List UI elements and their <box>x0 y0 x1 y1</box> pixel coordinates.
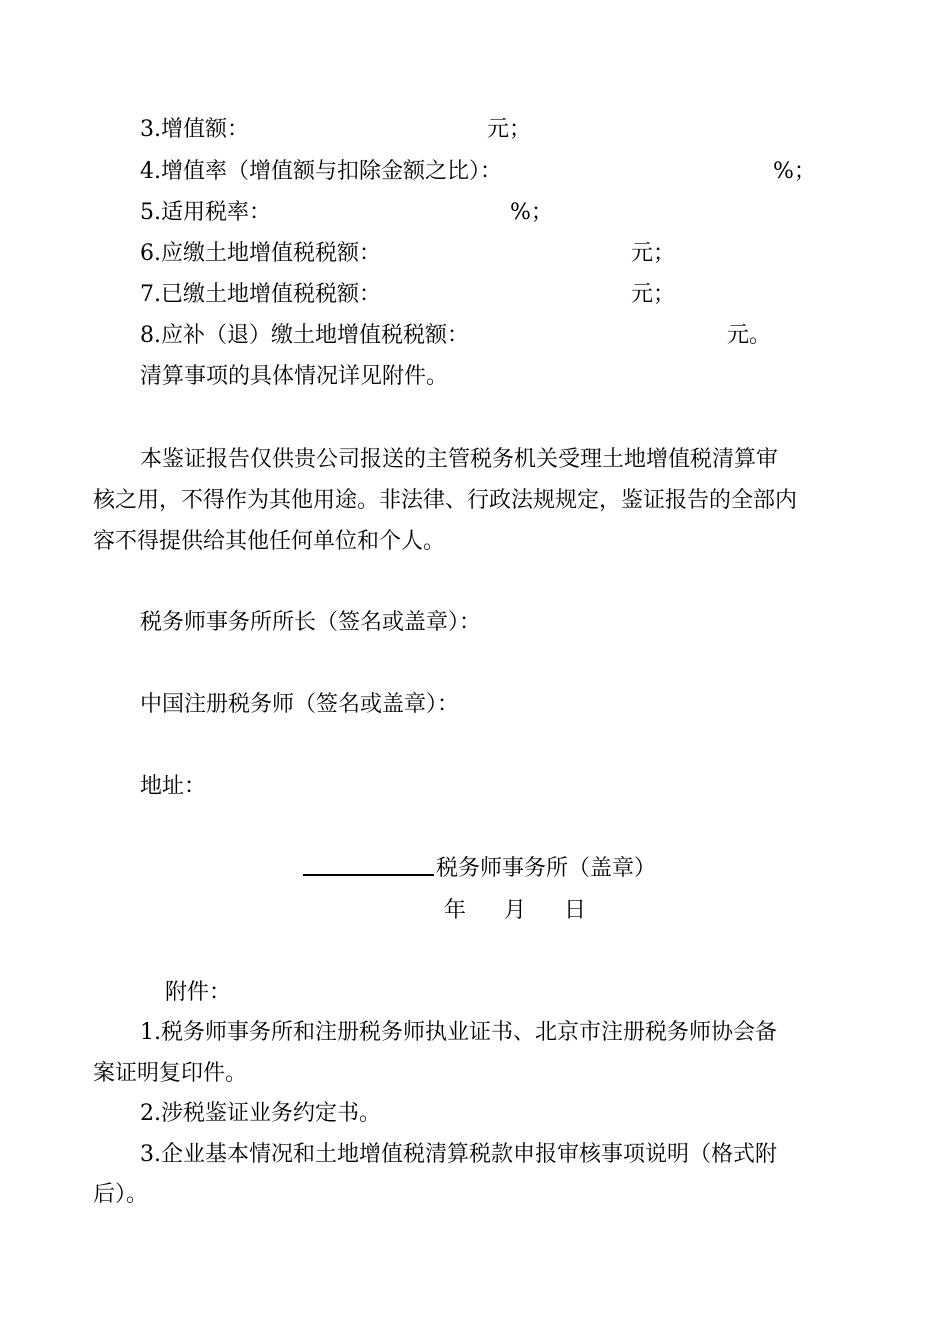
firm-name-blank <box>303 855 434 883</box>
firm-head-signature: 税务师事务所所长（签名或盖章）： <box>140 610 482 635</box>
attachment-item: 后）。 <box>93 1182 149 1207</box>
attachment-item: 3.企业基本情况和土地增值税清算税款申报审核事项说明（格式附 <box>140 1142 777 1167</box>
attachments-heading: 附件： <box>165 980 232 1005</box>
calc-item-label: 3.增值额： <box>140 117 249 142</box>
calc-item-label: 8.应补（退）缴土地增值税税额： <box>140 323 469 348</box>
firm-stamp-text: 税务师事务所（盖章） <box>436 856 657 881</box>
attachment-item: 1.税务师事务所和注册税务师执业证书、北京市注册税务师协会备 <box>140 1020 777 1045</box>
attachment-item: 2.涉税鉴证业务约定书。 <box>140 1101 381 1126</box>
usage-paragraph-line: 容不得提供给其他任何单位和个人。 <box>93 529 446 554</box>
calc-item-unit: 元； <box>631 241 676 266</box>
calc-item-label: 5.适用税率： <box>140 200 271 225</box>
usage-paragraph-line: 本鉴证报告仅供贵公司报送的主管税务机关受理土地增值税清算审 <box>140 447 779 472</box>
address-label: 地址： <box>140 774 207 799</box>
calc-item-unit: %； <box>510 200 553 225</box>
cta-signature: 中国注册税务师（签名或盖章）： <box>140 692 460 717</box>
date-year: 年 <box>444 898 467 923</box>
date-month: 月 <box>504 898 527 923</box>
calc-item-unit: 元； <box>487 117 532 142</box>
calc-item-unit: 元。 <box>727 323 772 348</box>
calc-item-label: 7.已缴土地增值税税额： <box>140 282 381 307</box>
detail-note: 清算事项的具体情况详见附件。 <box>140 364 449 389</box>
attachment-item: 案证明复印件。 <box>93 1061 248 1086</box>
calc-item-label: 4.增值率（增值额与扣除金额之比）： <box>140 159 502 184</box>
date-day: 日 <box>564 898 587 923</box>
calc-item-unit: %； <box>773 159 816 184</box>
calc-item-unit: 元； <box>631 282 676 307</box>
calc-item-label: 6.应缴土地增值税税额： <box>140 241 381 266</box>
usage-paragraph-line: 核之用，不得作为其他用途。非法律、行政法规规定，鉴证报告的全部内 <box>93 488 798 513</box>
